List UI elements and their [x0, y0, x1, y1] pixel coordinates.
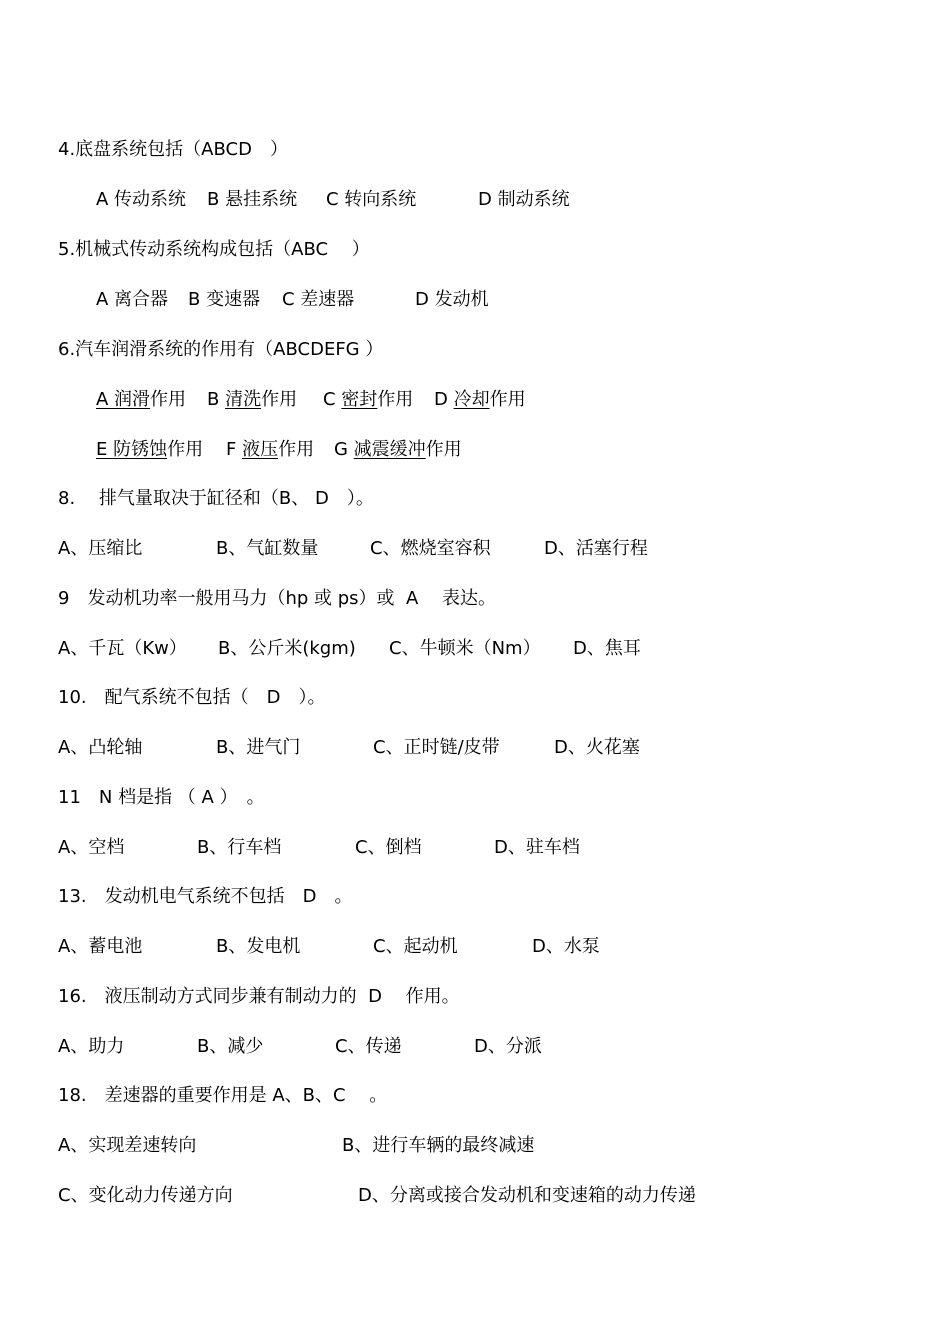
- question-6-stem: 6.汽车润滑系统的作用有（ABCDEFG ）: [58, 339, 384, 360]
- option-c: C、起动机: [373, 936, 458, 957]
- question-10-stem: 10. 配气系统不包括（ D ）。: [58, 687, 326, 708]
- option-f-underlined: 液压: [242, 439, 279, 460]
- option-b: B、减少: [197, 1036, 264, 1057]
- option-a: A、蓄电池: [58, 936, 143, 957]
- option-c: C、变化动力传递方向: [58, 1185, 233, 1206]
- option-b: B、进行车辆的最终减速: [342, 1135, 535, 1156]
- question-16-stem: 16. 液压制动方式同步兼有制动力的 D 作用。: [58, 986, 460, 1007]
- option-g-suffix: 作用: [425, 439, 462, 460]
- option-e-underlined: E 防锈蚀: [96, 439, 168, 460]
- option-c: C、燃烧室容积: [370, 538, 491, 559]
- question-11-options: [0, 836, 950, 860]
- option-c-suffix: 作用: [377, 389, 414, 410]
- option-b-underlined: 清洗: [225, 389, 262, 410]
- option-e-suffix: 作用: [167, 439, 204, 460]
- option-c: C、正时链/皮带: [373, 737, 500, 758]
- option-b: B、发电机: [216, 936, 301, 957]
- option-d: D、分离或接合发动机和变速箱的动力传递: [358, 1185, 696, 1206]
- option-c: C、倒档: [355, 837, 422, 858]
- option-c: C 差速器: [282, 289, 355, 310]
- option-g: [334, 438, 462, 462]
- option-a: A、助力: [58, 1036, 125, 1057]
- option-d: D、火花塞: [554, 737, 640, 758]
- option-a-suffix: 作用: [150, 389, 187, 410]
- question-5-stem: 5.机械式传动系统构成包括（ABC ）: [58, 239, 370, 260]
- option-b: B、行车档: [197, 837, 282, 858]
- option-d-underlined: 冷却: [453, 389, 490, 410]
- option-e: [96, 438, 203, 462]
- question-11-stem: 11 N 档是指 （ A ） 。: [58, 787, 265, 808]
- question-10-options: [0, 736, 950, 760]
- question-18-stem: 18. 差速器的重要作用是 A、B、C 。: [58, 1085, 388, 1106]
- question-8-stem: 8. 排气量取决于缸径和（B、 D ）。: [58, 488, 374, 509]
- option-d-letter: D: [434, 389, 454, 410]
- option-f-letter: F: [226, 439, 243, 460]
- question-5-options: [0, 288, 950, 312]
- option-b: B 悬挂系统: [207, 189, 298, 210]
- option-b: B、气缸数量: [216, 538, 319, 559]
- option-d-suffix: 作用: [489, 389, 526, 410]
- question-9-options: [0, 637, 950, 661]
- option-c: C、传递: [335, 1036, 402, 1057]
- question-6-options-row1: [0, 388, 950, 412]
- option-b-suffix: 作用: [261, 389, 298, 410]
- option-d: D、分派: [474, 1036, 542, 1057]
- option-a: [96, 388, 186, 412]
- option-b-letter: B: [207, 389, 226, 410]
- option-a: A、凸轮轴: [58, 737, 143, 758]
- question-13-stem: 13. 发动机电气系统不包括 D 。: [58, 886, 353, 907]
- question-8-options: [0, 537, 950, 561]
- question-4-stem: 4.底盘系统包括（ABCD ）: [58, 139, 288, 160]
- option-f: [226, 438, 314, 462]
- option-a: A 传动系统: [96, 189, 187, 210]
- option-c-letter: C: [323, 389, 342, 410]
- question-16-options: [0, 1035, 950, 1059]
- option-c: C、牛顿米（Nm）: [389, 638, 541, 659]
- option-g-underlined: 减震缓冲: [353, 439, 426, 460]
- option-b: B 变速器: [188, 289, 261, 310]
- option-a: A、压缩比: [58, 538, 143, 559]
- option-c: C 转向系统: [326, 189, 417, 210]
- option-d: D、焦耳: [573, 638, 641, 659]
- option-c-underlined: 密封: [341, 389, 378, 410]
- option-d: D 制动系统: [478, 189, 570, 210]
- option-b: B、进气门: [216, 737, 301, 758]
- option-d: D、活塞行程: [544, 538, 648, 559]
- option-a: A、实现差速转向: [58, 1135, 197, 1156]
- option-a: A 离合器: [96, 289, 169, 310]
- option-g-letter: G: [334, 439, 354, 460]
- option-d: D、驻车档: [494, 837, 580, 858]
- option-d: D 发动机: [415, 289, 489, 310]
- option-b: [207, 388, 297, 412]
- option-a-underlined: A 润滑: [96, 389, 151, 410]
- question-9-stem: 9 发动机功率一般用马力（hp 或 ps）或 A 表达。: [58, 588, 497, 609]
- question-18-options-row2: [0, 1184, 950, 1208]
- question-13-options: [0, 935, 950, 959]
- option-d: [434, 388, 526, 412]
- question-4-options: [0, 188, 950, 212]
- question-6-options-row2: [0, 438, 950, 462]
- option-b: B、公斤米(kgm): [218, 638, 356, 659]
- option-f-suffix: 作用: [278, 439, 315, 460]
- option-c: [323, 388, 413, 412]
- option-d: D、水泵: [532, 936, 600, 957]
- question-18-options-row1: [0, 1134, 950, 1158]
- option-a: A、千瓦（Kw）: [58, 638, 187, 659]
- option-a: A、空档: [58, 837, 125, 858]
